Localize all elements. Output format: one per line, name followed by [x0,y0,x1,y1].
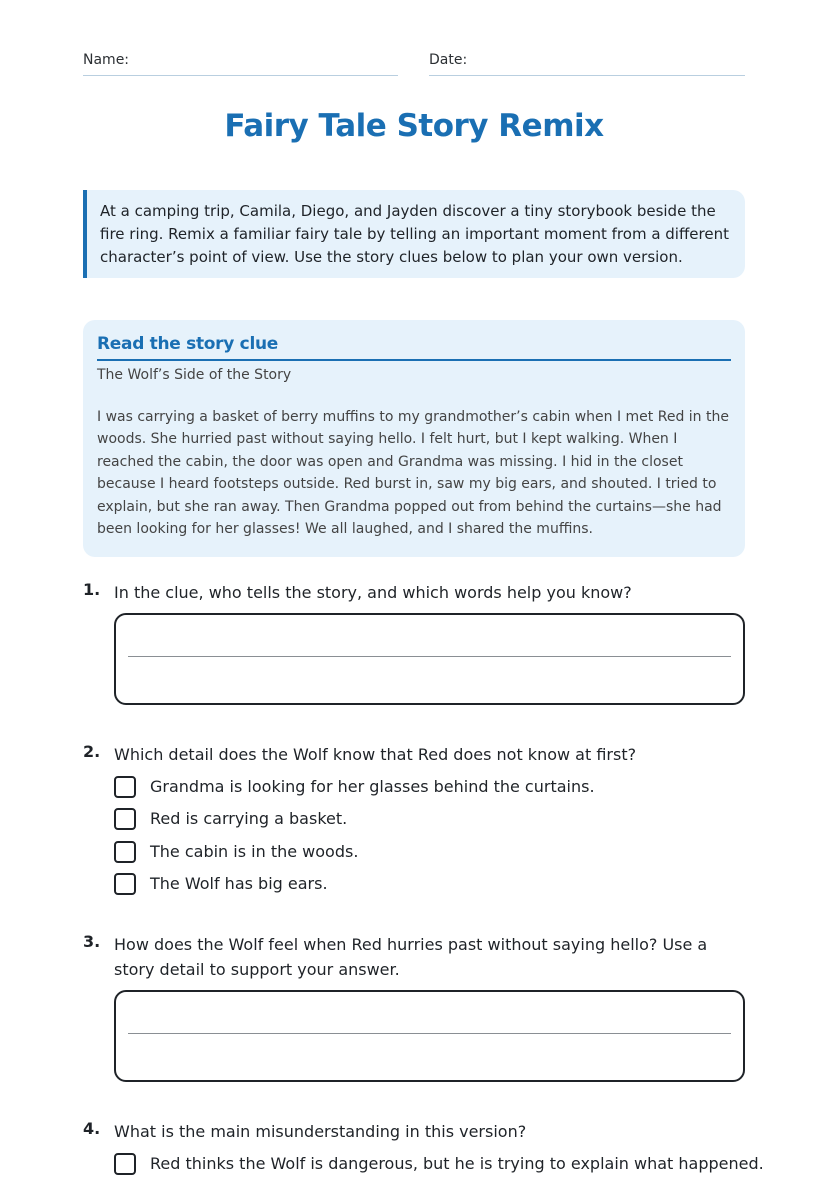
answer-box-1[interactable] [114,613,745,705]
question-text: Which detail does the Wolf know that Red does not know at first? [114,745,637,764]
intro-text: At a camping trip, Camila, Diego, and Jayden discover a tiny storybook beside the fire ring. Remix a familiar fairy tale by telling an important moment from a different character’s point of view. Use the story clues below to plan your own version. [100,202,729,266]
option-label: Red thinks the Wolf is dangerous, but he is trying to explain what happened. [150,1154,764,1173]
question-4 [83,1119,745,1145]
question-text: How does the Wolf feel when Red hurries past without saying hello? Use a story detail to support your answer. [114,935,708,979]
name-line [83,75,398,76]
checkbox[interactable] [114,808,136,830]
question-text: In the clue, who tells the story, and which words help you know? [114,583,632,602]
option-label: The cabin is in the woods. [150,842,359,861]
checkbox[interactable] [114,873,136,895]
intro-callout [83,190,745,278]
clue-body: I was carrying a basket of berry muffins to my grandmother’s cabin when I met Red in the woods. She hurried past without saying hello. I felt hurt, but I kept walking. When I reached the cabin, the door was open and Grandma was missing. I hid in the closet because I heard footsteps outside. Red burst in, saw my big ears, and shouted. I tried to explain, but she ran away. Then Grandma popped out from behind the curtains—she had been looking for her glasses! We all laughed, and I shared the muffins. [97,409,729,538]
clue-subtitle: The Wolf’s Side of the Story [97,367,292,383]
checkbox[interactable] [114,776,136,798]
story-clue-panel [83,320,745,557]
question-number: 3. [83,932,101,951]
question-number: 1. [83,580,101,599]
clue-heading: Read the story clue [97,334,731,361]
checkbox[interactable] [114,1153,136,1175]
name-label: Name: [83,52,130,68]
question-3 [83,932,745,984]
question-number: 4. [83,1119,101,1138]
checkbox[interactable] [114,841,136,863]
writing-line [128,656,731,657]
date-field[interactable] [429,52,745,68]
name-field[interactable] [83,52,398,68]
option-label: The Wolf has big ears. [150,874,328,893]
page-title: Fairy Tale Story Remix [224,108,604,144]
question-number: 2. [83,742,101,761]
option-label: Red is carrying a basket. [150,809,348,828]
question-1 [83,580,745,606]
date-label: Date: [429,52,468,68]
option-label: Grandma is looking for her glasses behind the curtains. [150,777,595,796]
question-text: What is the main misunderstanding in this version? [114,1122,527,1141]
writing-line [128,1033,731,1034]
date-line [429,75,745,76]
question-2 [83,742,745,768]
answer-box-3[interactable] [114,990,745,1082]
